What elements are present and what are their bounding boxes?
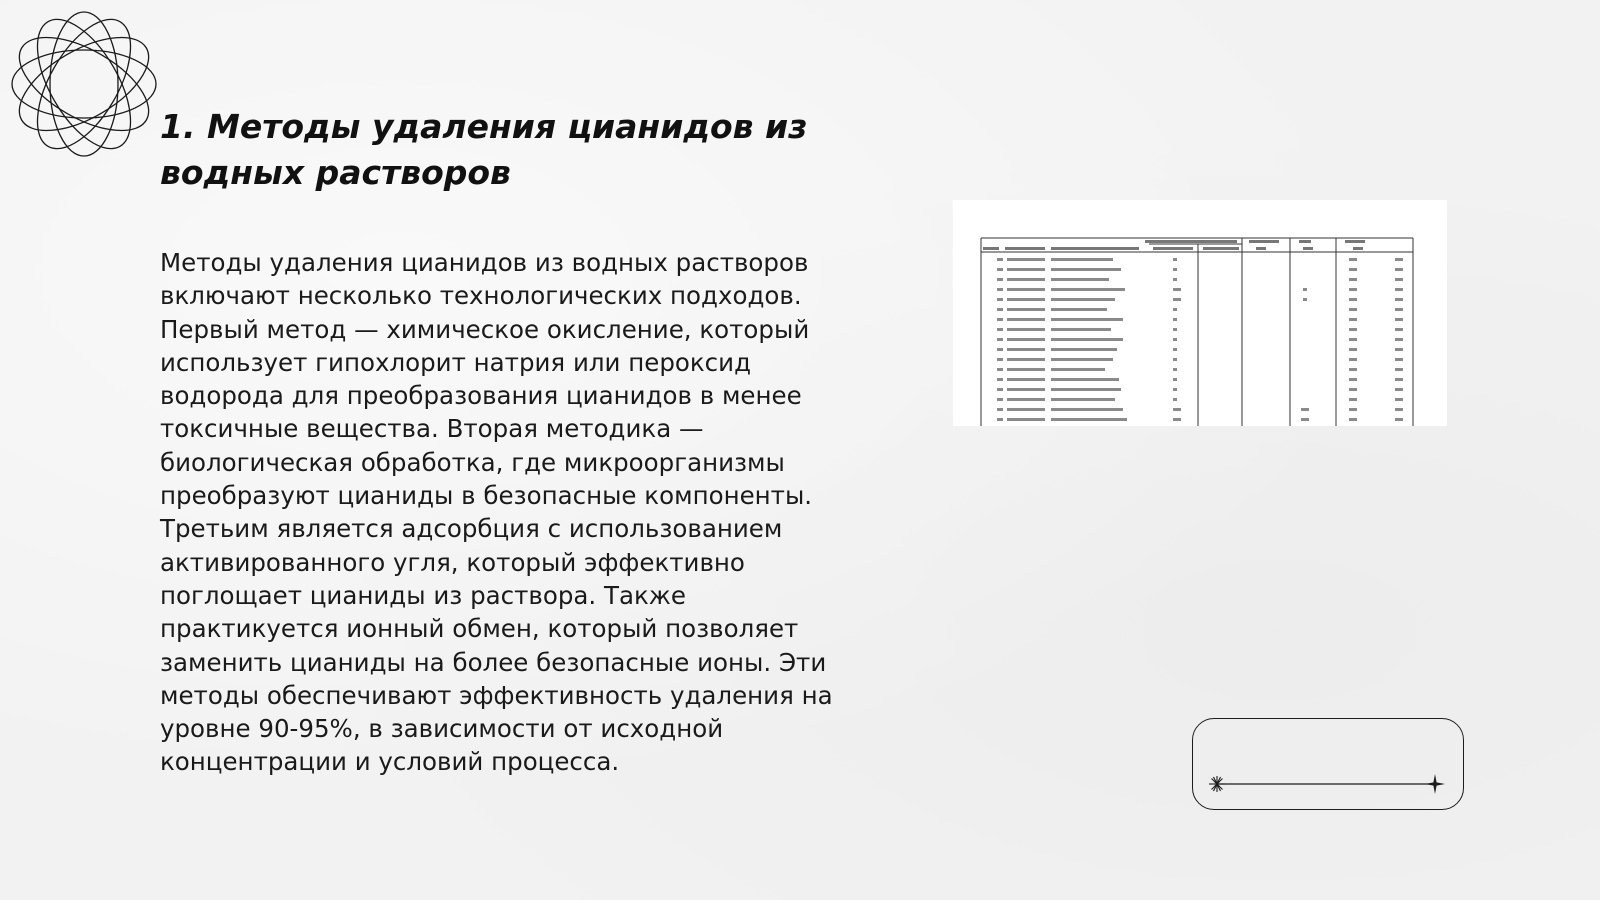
- four-point-star-icon: [1425, 774, 1445, 794]
- slide-title: 1. Методы удаления цианидов из водных растворов: [160, 107, 808, 192]
- slide-body-text: Методы удаления цианидов из водных растворов включают несколько технологических подходов. Первый метод — химическое окисление, который использует гипохлорит натрия или пероксид водорода для преобразования цианидов в менее токсичные вещества. Вторая методика — биологическая обработка, где микроорганизмы преобразуют цианиды в безопасные компоненты. Третьим является адсорбция с использованием активированного угля, который эффективно поглощает цианиды из раствора. Также практикуется ионный обмен, который позволяет заменить цианиды на более безопасные ионы. Эти методы обеспечивают эффективность удаления на уровне 90-95%, в зависимости от исходной концентрации и условий процесса.: [160, 248, 833, 777]
- pill-line-decoration: [1209, 774, 1449, 794]
- table-scan-image: [953, 200, 1447, 426]
- sparkle-icon: [1209, 776, 1225, 792]
- decorative-pill-frame: [1192, 718, 1464, 810]
- rings-icon: [8, 8, 160, 160]
